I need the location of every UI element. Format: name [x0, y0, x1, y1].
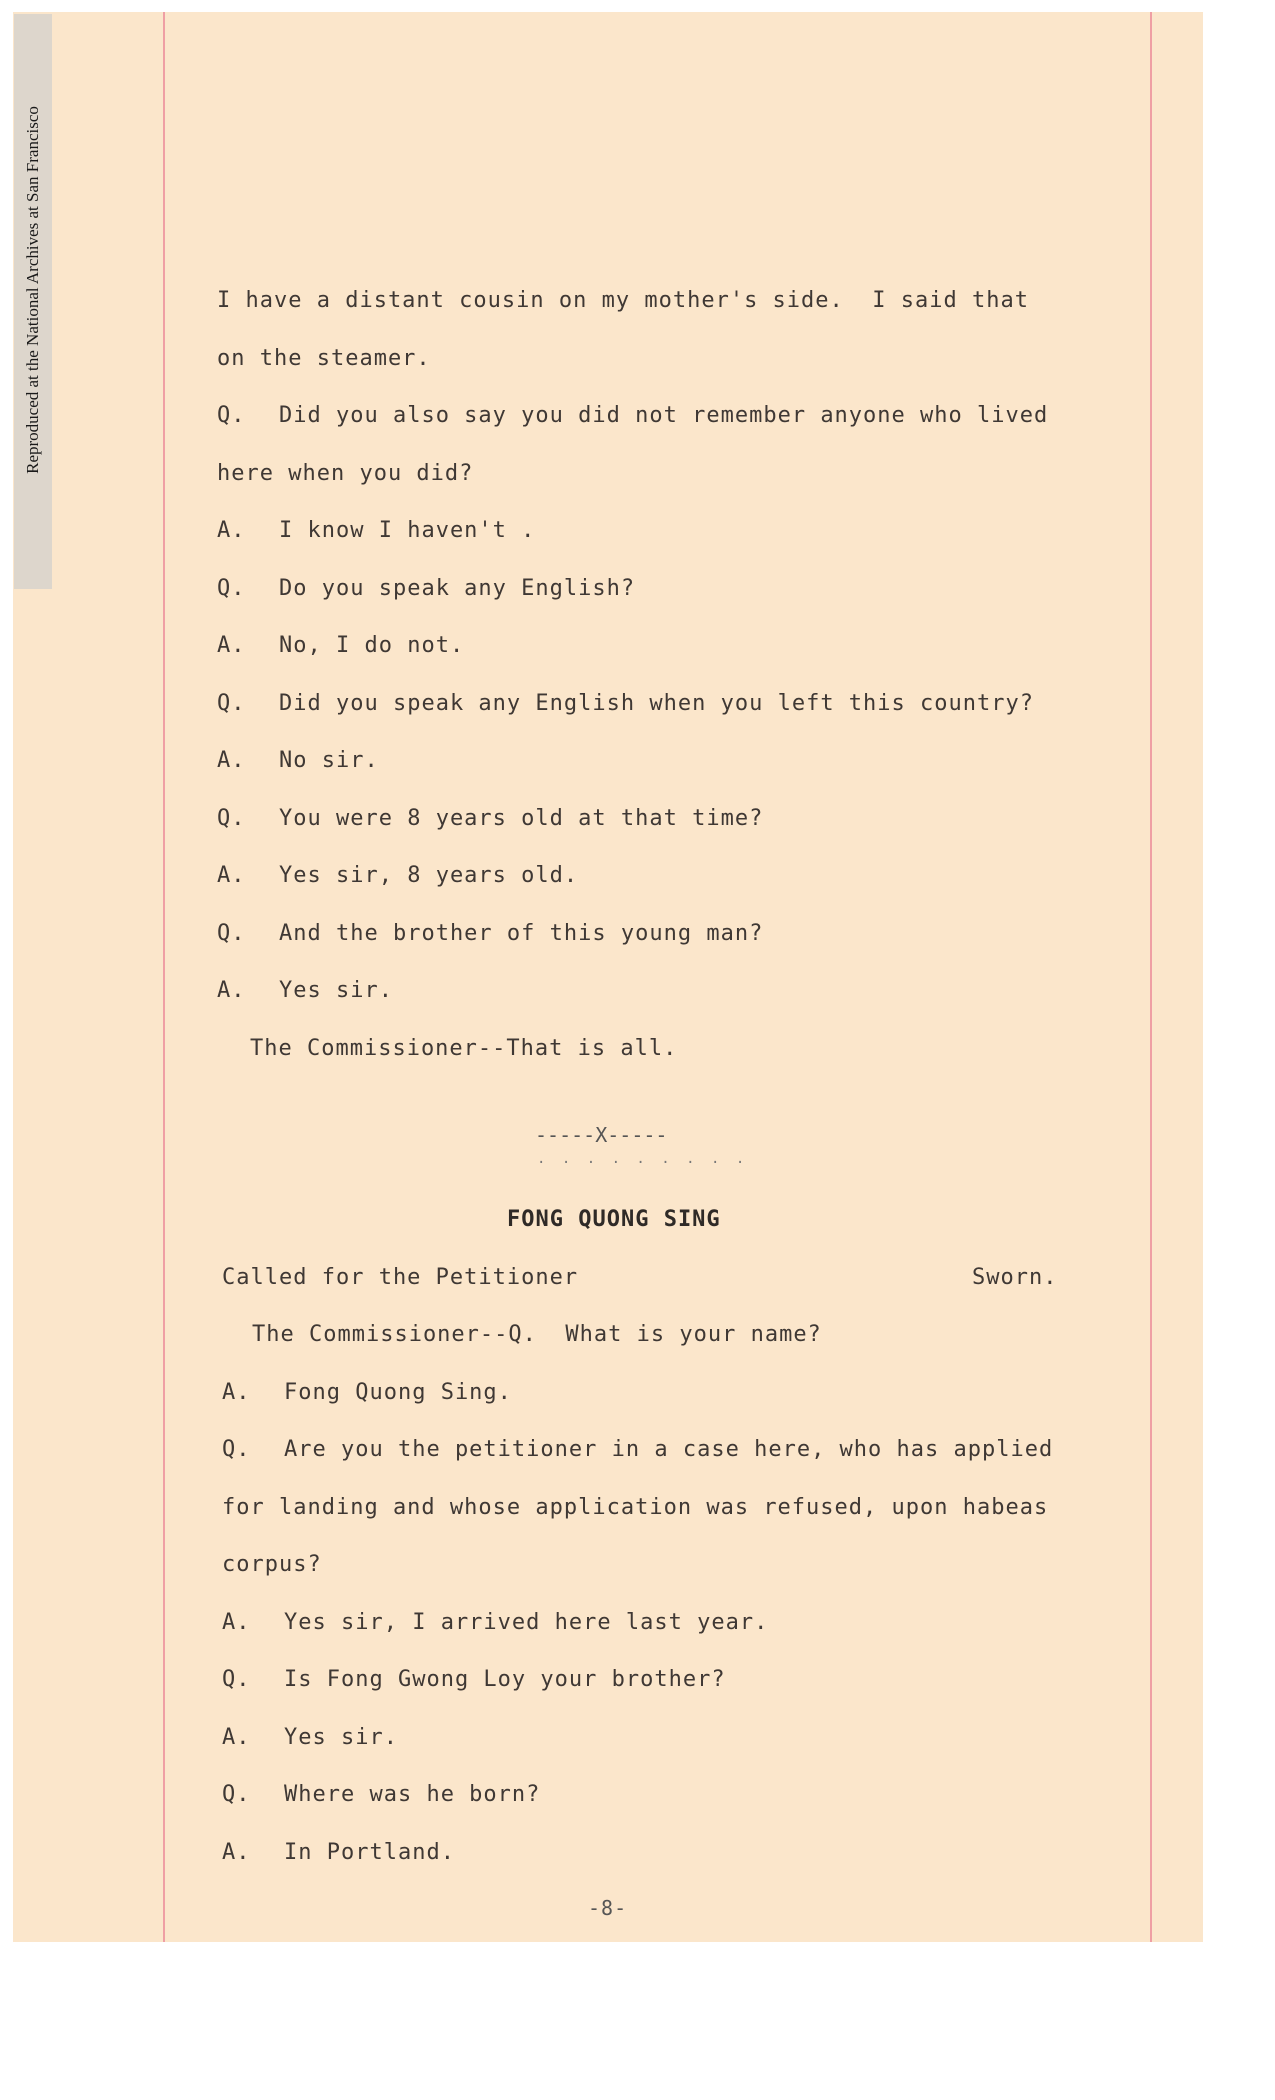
a-label: A.: [217, 518, 246, 543]
a-label: A.: [222, 1725, 251, 1750]
sworn-label: Sworn.: [972, 1265, 1058, 1290]
page-number: -8-: [588, 1896, 628, 1920]
question-line: Q. You were 8 years old at that time?: [217, 806, 764, 831]
text-line: here when you did?: [217, 461, 474, 486]
answer-line: A. Yes sir, I arrived here last year.: [222, 1610, 769, 1635]
answer-line: A. Fong Quong Sing.: [222, 1380, 512, 1405]
separator-dots: . . . . . . . . .: [537, 1151, 749, 1167]
q-label: Q.: [217, 806, 246, 831]
section-separator: -----X-----: [535, 1123, 668, 1147]
a-label: A.: [217, 863, 246, 888]
a-label: A.: [222, 1610, 251, 1635]
answer-line: A. Yes sir.: [217, 978, 393, 1003]
witness-heading: FONG QUONG SING: [507, 1207, 721, 1232]
question-line: Q. Is Fong Gwong Loy your brother?: [222, 1667, 726, 1692]
answer-line: A. In Portland.: [222, 1840, 455, 1865]
q-label: Q.: [217, 403, 246, 428]
commissioner-closing: The Commissioner--That is all.: [250, 1036, 678, 1061]
question-line: Q. Did you also say you did not remember anyone who lived: [217, 403, 1049, 428]
q-label: Q.: [217, 576, 246, 601]
left-margin-line: [163, 12, 165, 1942]
right-margin-line: [1150, 12, 1152, 1942]
q-label: Q.: [222, 1437, 251, 1462]
question-line: Q. Do you speak any English?: [217, 576, 636, 601]
text-line: I have a distant cousin on my mother's side. I said that: [217, 288, 1029, 313]
q-label: Q.: [217, 691, 246, 716]
q-label: Q.: [222, 1782, 251, 1807]
a-label: A.: [222, 1840, 251, 1865]
q-label: Q.: [217, 921, 246, 946]
a-label: A.: [217, 633, 246, 658]
answer-line: A. Yes sir.: [222, 1725, 398, 1750]
q-label: Q.: [222, 1667, 251, 1692]
text-line: on the steamer.: [217, 346, 431, 371]
answer-line: A. No, I do not.: [217, 633, 465, 658]
question-line: Q. And the brother of this young man?: [217, 921, 764, 946]
answer-line: A. I know I haven't .: [217, 518, 536, 543]
question-line: Q. Did you speak any English when you left this country?: [217, 691, 1034, 716]
a-label: A.: [217, 748, 246, 773]
a-label: A.: [222, 1380, 251, 1405]
called-for-line: Called for the Petitioner: [222, 1265, 579, 1290]
a-label: A.: [217, 978, 246, 1003]
answer-line: A. No sir.: [217, 748, 379, 773]
text-line: corpus?: [222, 1552, 322, 1577]
question-line: Q. Where was he born?: [222, 1782, 541, 1807]
question-line: Q. Are you the petitioner in a case here, who has applied: [222, 1437, 1054, 1462]
commissioner-question: The Commissioner--Q. What is your name?: [252, 1322, 822, 1347]
answer-line: A. Yes sir, 8 years old.: [217, 863, 579, 888]
archive-stamp-text: Reproduced at the National Archives at San Francisco: [23, 106, 42, 474]
text-line: for landing and whose application was refused, upon habeas: [222, 1495, 1049, 1520]
